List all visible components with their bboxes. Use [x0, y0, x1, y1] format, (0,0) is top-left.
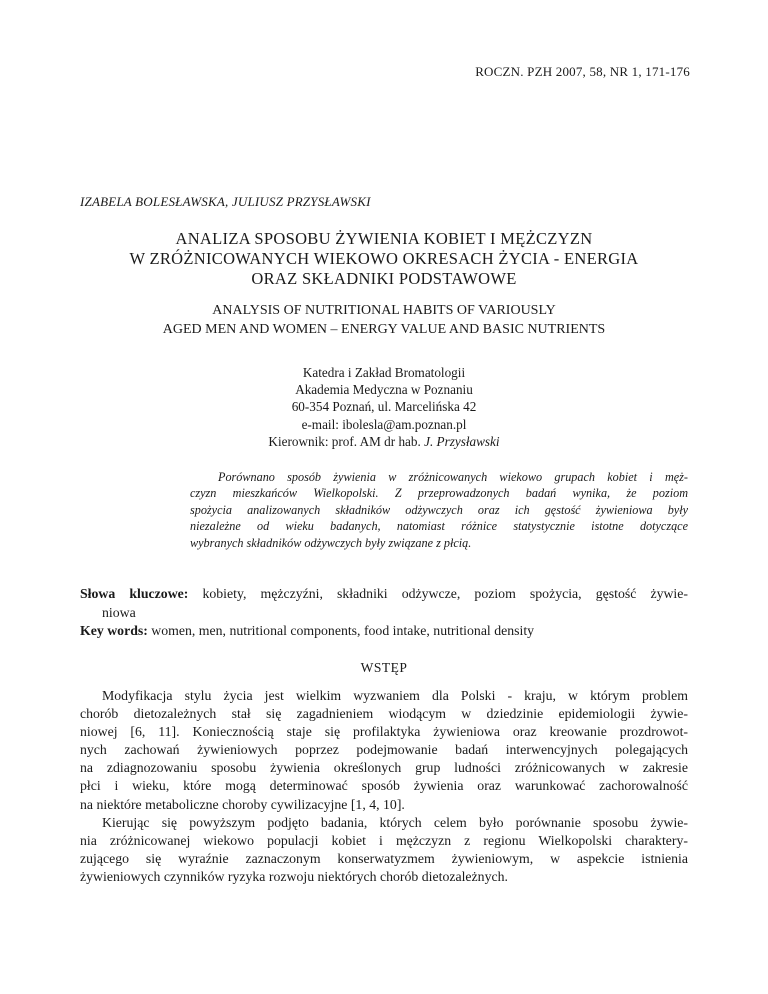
body-line: płci i wieku, które mogą determinować sposób żywienia oraz warunkować zachorowalność	[80, 778, 688, 794]
body-line: nia zróżnicowanej wiekowo populacji kobiet i mężczyzn z regionu Wielkopolski charaktery-	[80, 832, 688, 848]
affiliation-address: 60-354 Poznań, ul. Marcelińska 42	[291, 399, 477, 415]
title-en-line: AGED MEN AND WOMEN – ENERGY VALUE AND BASIC NUTRIENTS	[162, 322, 606, 337]
title-pl-line: ORAZ SKŁADNIKI PODSTAWOWE	[251, 269, 517, 288]
title-pl-line: ANALIZA SPOSOBU ŻYWIENIA KOBIET I MĘŻCZYZN	[175, 229, 593, 248]
abstract-line: niezależne od wieku badanych, natomiast różnice statystycznie istotne dotyczące	[190, 519, 688, 534]
body-line: na zdiagnozowaniu sposobu żywienia określonych grup ludności zróżnicowanych w zakresie	[80, 760, 688, 776]
affiliation-head-name: J. Przysławski	[424, 433, 500, 449]
introduction-text	[80, 687, 688, 886]
affiliation-email[interactable]: e-mail: ibolesla@am.poznan.pl	[301, 416, 467, 432]
body-line: Kierując się powyższym podjęto badania, których celem było porównanie sposobu żywie-	[102, 814, 688, 830]
affiliation-department: Katedra i Zakład Bromatologii	[302, 365, 466, 380]
abstract	[190, 469, 688, 551]
keywords-polish-text: kobiety, mężczyźni, składniki odżywcze, poziom spożycia, gęstość żywie-	[188, 586, 688, 601]
title-en-line: ANALYSIS OF NUTRITIONAL HABITS OF VARIOUSLY	[212, 303, 556, 318]
title-english	[80, 301, 688, 339]
body-line: niowej [6, 11]. Koniecznością staje się profilaktyka żywieniowa oraz kreowanie prozdrowot-	[80, 724, 688, 740]
title-pl-line: W ZRÓŻNICOWANYCH WIEKOWO OKRESACH ŻYCIA - ENERGIA	[129, 249, 639, 268]
affiliation-head-prefix: Kierownik: prof. AM dr hab.	[268, 433, 425, 449]
affiliation-institution: Akademia Medyczna w Poznaniu	[295, 382, 473, 398]
title-polish	[80, 229, 688, 289]
keywords-polish-label: Słowa kluczowe:	[80, 586, 189, 601]
body-line: na niektóre metaboliczne choroby cywilizacyjne [1, 4, 10].	[80, 796, 405, 812]
body-line: Modyfikacja stylu życia jest wielkim wyzwaniem dla Polski - kraju, w którym problem	[102, 688, 688, 703]
keywords-english-text: women, men, nutritional components, food intake, nutritional density	[147, 623, 535, 638]
keywords-english-label: Key words:	[80, 623, 148, 638]
abstract-line: spożycia analizowanych składników odżywczych oraz ich gęstość żywieniowa były	[190, 502, 688, 517]
section-heading-introduction: WSTĘP	[360, 660, 408, 675]
authors: IZABELA BOLESŁAWSKA, JULIUSZ PRZYSŁAWSKI	[80, 194, 371, 209]
abstract-line: Porównano sposób żywienia w zróżnicowanych wiekowo grupach kobiet i męż-	[218, 470, 688, 484]
abstract-line: czyzn mieszkańców Wielkopolski. Z przeprowadzonych badań wynika, że poziom	[190, 486, 688, 501]
keywords-english	[80, 622, 688, 641]
keywords-polish	[80, 585, 688, 604]
body-line: zującego się wyraźnie zaznaczonym konserwatyzmem żywieniowym, w aspekcie istnienia	[80, 850, 688, 866]
keywords-polish-continuation: niowa	[102, 604, 136, 620]
abstract-line: wybranych składników odżywczych były związane z płcią.	[190, 535, 472, 550]
body-line: chorób dietozależnych stał się zagadnieniem wiodącym w dziedzinie epidemiologii żywie-	[80, 706, 688, 722]
body-line: nych zachowań żywieniowych poprzez podejmowanie badań interwencyjnych polegających	[80, 742, 688, 758]
journal-reference: ROCZN. PZH 2007, 58, NR 1, 171-176	[475, 64, 690, 79]
body-line: żywieniowych czynników ryzyka rozwoju niektórych chorób dietozależnych.	[80, 868, 508, 884]
keywords-block	[80, 585, 688, 641]
affiliation-head	[80, 433, 688, 450]
affiliation	[80, 364, 688, 450]
